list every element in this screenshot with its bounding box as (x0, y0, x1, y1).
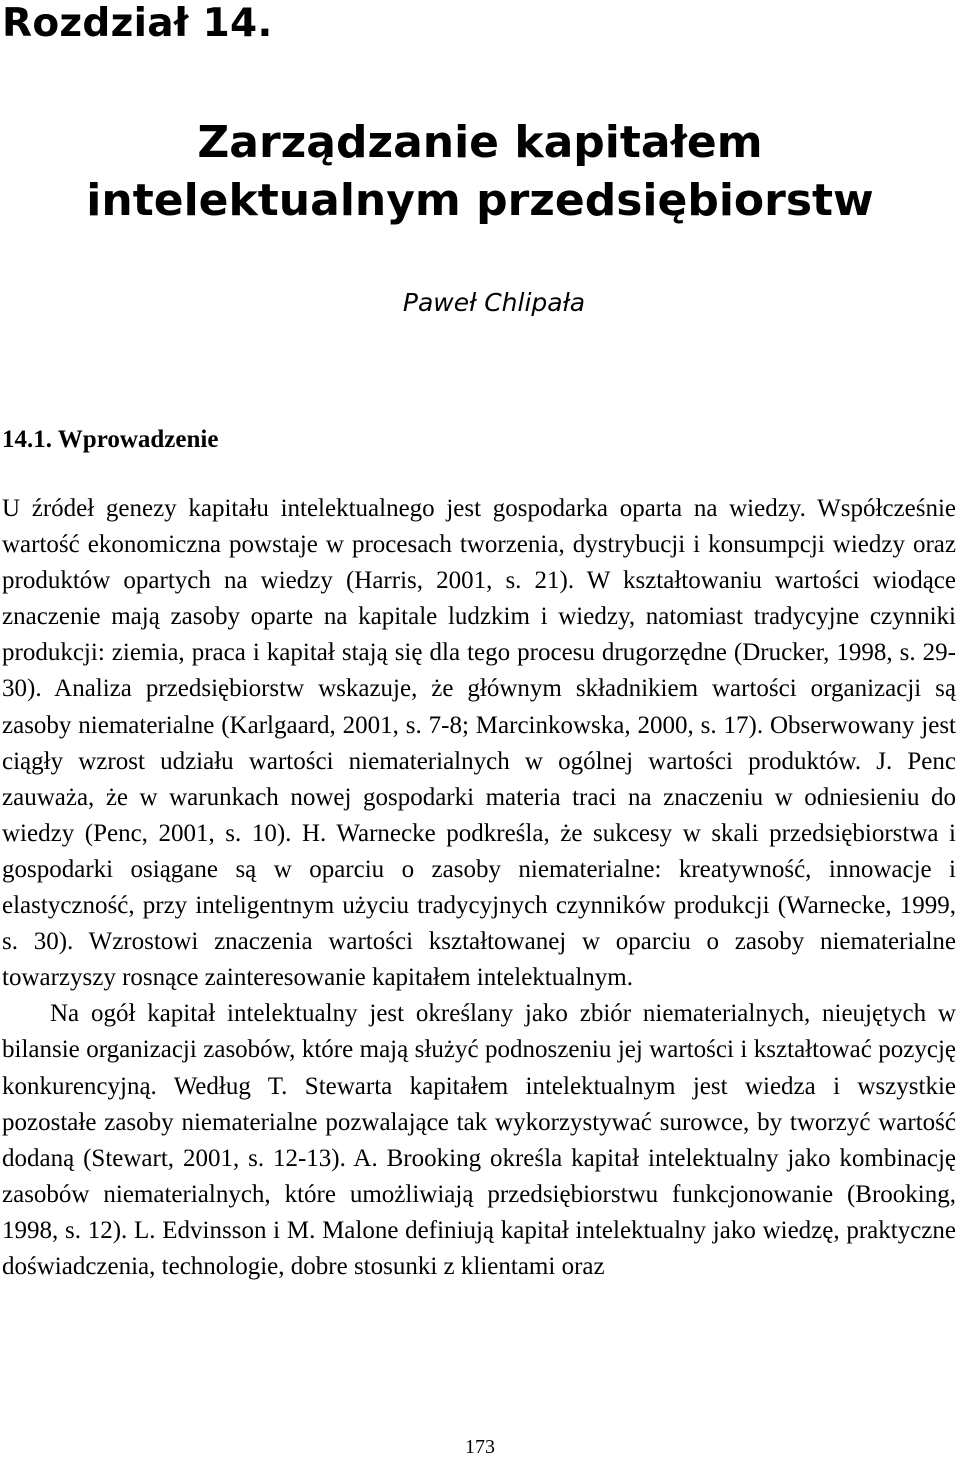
paragraph-2: Na ogół kapitał intelektualny jest określany jako zbiór niematerialnych, nieujętych w bilansie organizacji zasobów, które mają służyć podnoszeniu jej wartości i kształtować pozycję konkurencyjną. Według T. Stewarta kapitałem intelektualnym jest wiedza i wszystkie pozostałe zasoby niematerialne pozwalające tak wykorzystywać surowce, by tworzyć wartość dodaną (Stewart, 2001, s. 12-13). A. Brooking określa kapitał intelektualny jako kombinację zasobów niematerialnych, które umożliwiają przedsiębiorstwu funkcjonowanie (Brooking, 1998, s. 12). L. Edvinsson i M. Malone definiują kapitał intelektualny jako wiedzę, praktyczne doświadczenia, technologie, dobre stosunki z klientami oraz (2, 1000, 956, 1280)
chapter-title (0, 114, 960, 230)
chapter-title-line-2: intelektualnym przedsiębiorstw (86, 175, 874, 226)
page-number: 173 (465, 1436, 495, 1458)
chapter-label: Rozdział 14. (2, 1, 273, 46)
chapter-title-line-1: Zarządzanie kapitałem (197, 117, 763, 168)
body-text (2, 491, 956, 1285)
section-heading: 14.1. Wprowadzenie (2, 426, 219, 453)
author-name-text: Paweł Chlipała (402, 288, 586, 317)
paragraph-1: U źródeł genezy kapitału intelektualnego jest gospodarka oparta na wiedzy. Współcześnie wartość ekonomiczna powstaje w procesach tworzenia, dystrybucji i konsumpcji wiedzy oraz produktów opartych na wiedzy (Harris, 2001, s. 21). W kształtowaniu wartości wiodące znaczenie mają zasoby oparte na kapitale ludzkim i wiedzy, natomiast tradycyjne czynniki produkcji: ziemia, praca i kapitał stają się dla tego procesu drugorzędne (Drucker, 1998, s. 29-30). Analiza przedsiębiorstw wskazuje, że głównym składnikiem wartości organizacji są zasoby niematerialne (Karlgaard, 2001, s. 7-8; Marcinkowska, 2000, s. 17). Obserwowany jest ciągły wzrost udziału wartości niematerialnych w ogólnej wartości produktów. J. Penc zauważa, że w warunkach nowej gospodarki materia traci na znaczeniu w odniesieniu do wiedzy (Penc, 2001, s. 10). H. Warnecke podkreśla, że sukcesy w skali przedsiębiorstwa i gospodarki osiągane są w oparciu o zasoby niematerialne: kreatywność, innowacje i elastyczność, przy inteligentnym użyciu tradycyjnych czynników produkcji (Warnecke, 1999, s. 30). Wzrostowi znaczenia wartości kształtowanej w oparciu o zasoby niematerialne towarzyszy rosnące zainteresowanie kapitałem intelektualnym. (2, 495, 956, 992)
author-name (0, 286, 960, 320)
